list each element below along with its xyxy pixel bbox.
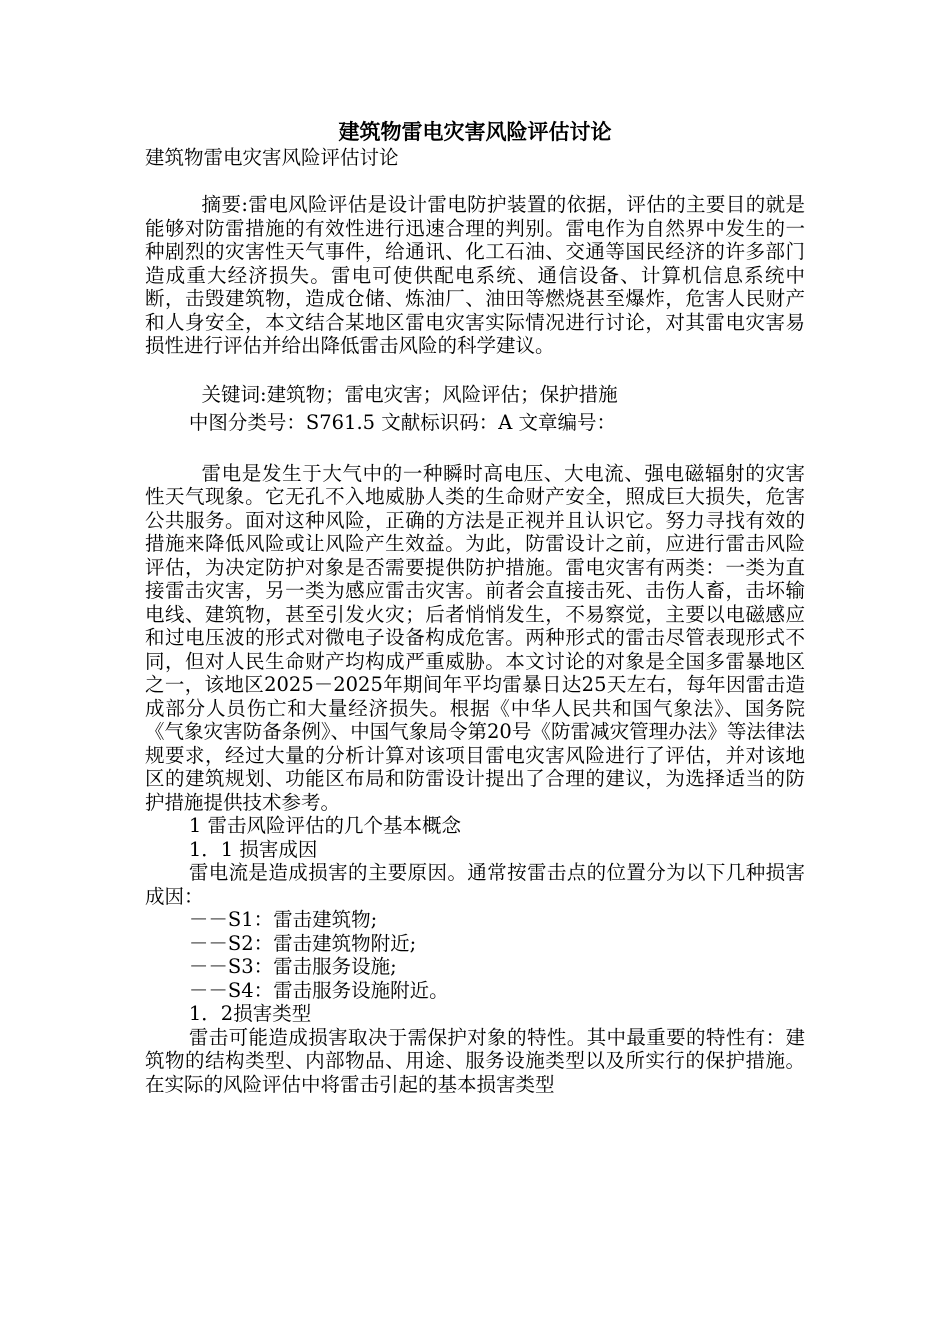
spacer [145,170,805,194]
keywords-line: 关键词:建筑物；雷电灾害；风险评估；保护措施 [201,383,618,406]
document-body [145,146,805,1096]
classification-line: 中图分类号：S761.5 文献标识码：A 文章编号： [188,410,617,434]
section-1-1-paragraph: 雷电流是造成损害的主要原因。通常按雷击点的位置分为以下几种损害成因： [145,861,805,908]
section-1-2-paragraph: 雷击可能造成损害取决于需保护对象的特性。其中最重要的特性有：建筑物的结构类型、内部物品、用途、服务设施类型以及所实行的保护措施。在实际的风险评估中将雷击引起的基本损害类型 [145,1025,805,1096]
spacer [145,358,805,382]
document-subtitle: 建筑物雷电灾害风险评估讨论 [145,146,399,169]
section-1-heading: 1 雷击风险评估的几个基本概念 [188,814,461,837]
document-title: 建筑物雷电灾害风险评估讨论 [338,119,612,144]
spacer [145,434,805,458]
section-1-2-heading: 1．2损害类型 [188,1002,312,1025]
intro-paragraph: 雷电是发生于大气中的一种瞬时高电压、大电流、强电磁辐射的灾害性天气现象。它无孔不入地威胁人类的生命财产安全，照成巨大损失，危害公共服务。面对这种风险，正确的方法是正视并且认识它。努力寻找有效的措施来降低风险或让风险产生效益。为此，防雷设计之前，应进行雷击风险评估，为决定防护对象是否需要提供防护措施。雷电灾害有两类：一类为直接雷击灾害，另一类为感应雷击灾害。前者会直接击死、击伤人畜，击坏输电线、建筑物，甚至引发火灾；后者悄悄发生，不易察觉，主要以电磁感应和过电压波的形式对微电子设备构成危害。两种形式的雷击尽管表现形式不同，但对人民生命财产均构成严重威胁。本文讨论的对象是全国多雷暴地区之一，该地区2025－2025年期间年平均雷暴日达25天左右，每年因雷击造成部分人员伤亡和大量经济损失。根据《中华人民共和国气象法》、国务院《气象灾害防备条例》、中国气象局令第20号《防雷减灾管理办法》等法律法规要求，经过大量的分析计算对该项目雷电灾害风险进行了评估，并对该地区的建筑规划、功能区布局和防雷设计提出了合理的建议，为选择适当的防护措施提供技术参考。 [145,461,805,814]
section-1-1-heading: 1．1 损害成因 [188,837,318,861]
cause-item: －－S2：雷击建筑物附近; [188,931,417,955]
cause-item: －－S1：雷击建筑物; [188,908,378,931]
abstract-paragraph: 摘要:雷电风险评估是设计雷电防护装置的依据，评估的主要目的就是能够对防雷措施的有效性进行迅速合理的判别。雷电作为自然界中发生的一种剧烈的灾害性天气事件，给通讯、化工石油、交通等国民经济的许多部门造成重大经济损失。雷电可使供配电系统、通信设备、计算机信息系统中断，击毁建筑物，造成仓储、炼油厂、油田等燃烧甚至爆炸，危害人民财产和人身安全，本文结合某地区雷电灾害实际情况进行讨论，对其雷电灾害易损性进行评估并给出降低雷击风险的科学建议。 [145,193,805,357]
cause-item: －－S4：雷击服务设施附近。 [188,978,449,1002]
cause-item: －－S3：雷击服务设施; [188,955,397,978]
